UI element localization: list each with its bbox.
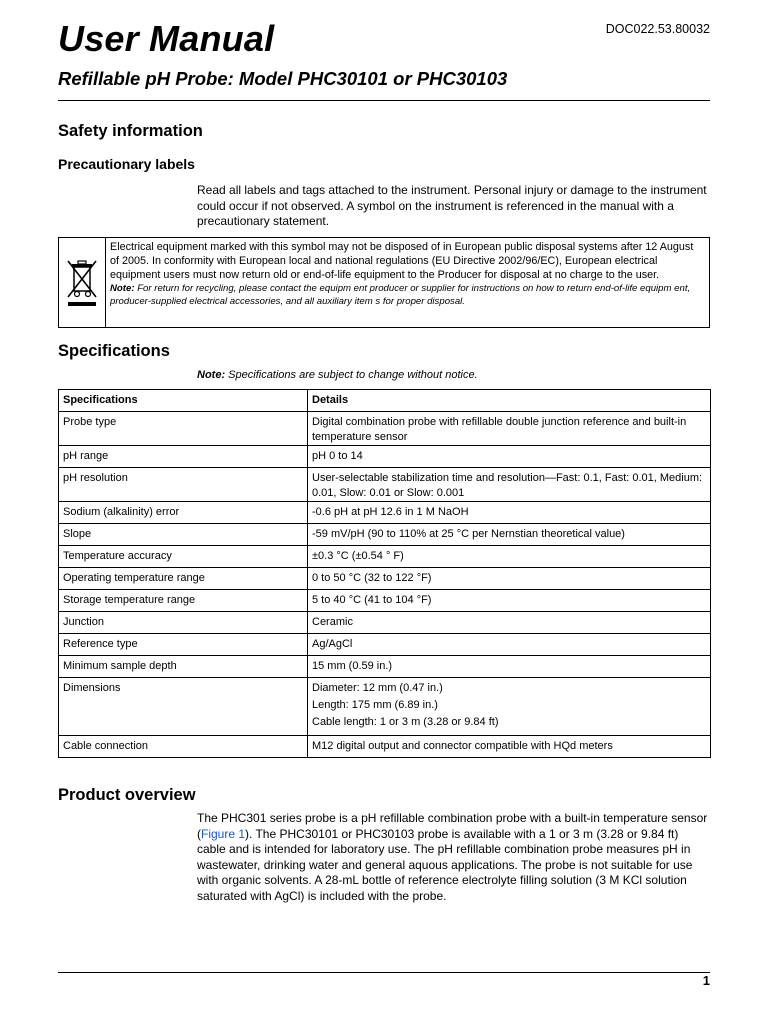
spec-details-cell: [308, 412, 711, 446]
weee-text-cell: [106, 238, 709, 327]
specifications-note-text: Specifications are subject to change without notice.: [228, 369, 478, 381]
spec-name-cell: Temperature accuracy: [59, 546, 308, 568]
table-row: [59, 468, 711, 502]
product-overview-heading: Product overview: [58, 786, 196, 804]
table-row: [59, 612, 711, 634]
specifications-note: [197, 369, 478, 381]
crossed-out-wheeled-bin-icon: [65, 257, 99, 309]
spec-detail-line: Diameter: 12 mm (0.47 in.): [312, 682, 443, 694]
spec-name-cell: Junction: [59, 612, 308, 634]
column-header-specifications: Specifications: [59, 390, 308, 412]
spec-name-cell: pH resolution: [59, 468, 308, 502]
specifications-table-body: [59, 412, 711, 758]
table-row: [59, 568, 711, 590]
spec-detail-line: -0.6 pH at pH 12.6 in 1 M NaOH: [312, 506, 469, 518]
table-row: [59, 736, 711, 758]
spec-name-cell: Dimensions: [59, 678, 308, 736]
spec-detail-line: Ag/AgCl: [312, 638, 353, 650]
spec-detail-line: Cable length: 1 or 3 m (3.28 or 9.84 ft): [312, 716, 499, 728]
safety-heading: Safety information: [58, 122, 203, 140]
table-row: [59, 446, 711, 468]
spec-details-cell: [308, 590, 711, 612]
column-header-details: Details: [308, 390, 711, 412]
header-rule: [58, 100, 710, 101]
spec-detail-line: Ceramic: [312, 616, 353, 628]
spec-detail-line: -59 mV/pH (90 to 110% at 25 °C per Nernstian theoretical value): [312, 528, 625, 540]
spec-name-cell: Storage temperature range: [59, 590, 308, 612]
table-row: [59, 590, 711, 612]
table-row: [59, 656, 711, 678]
spec-name-cell: Slope: [59, 524, 308, 546]
spec-detail-line: M12 digital output and connector compatible with HQd meters: [312, 740, 613, 752]
spec-detail-line: ±0.3 °C (±0.54 ° F): [312, 550, 404, 562]
weee-label-box: [58, 237, 710, 328]
spec-details-cell: [308, 656, 711, 678]
spec-details-cell: [308, 634, 711, 656]
spec-details-cell: [308, 446, 711, 468]
product-overview-text: [197, 811, 709, 905]
spec-name-cell: Operating temperature range: [59, 568, 308, 590]
table-row: [59, 524, 711, 546]
spec-name-cell: Probe type: [59, 412, 308, 446]
table-row: [59, 546, 711, 568]
table-row: [59, 634, 711, 656]
specifications-note-label: Note:: [197, 369, 226, 381]
spec-details-cell: [308, 502, 711, 524]
spec-detail-line: 15 mm (0.59 in.): [312, 660, 393, 672]
weee-note: [110, 283, 705, 308]
spec-detail-line: Length: 175 mm (6.89 in.): [312, 699, 438, 711]
footer-rule: [58, 972, 710, 973]
doc-number: DOC022.53.80032: [605, 22, 710, 36]
overview-text-part-2: ). The PHC30101 or PHC30103 probe is available with a 1 or 3 m (3.28 or 9.84 ft) cable and is intended for laboratory use. The pH refillable combination probe measures pH in wastewater, drinking water and general aquous applications. The probe is not suitable for use with organic solvents. A 28-mL bottle of reference electrolyte filling solution (3 M KCl solution saturated with AgCl) is included with the probe.: [197, 826, 693, 903]
table-row: [59, 502, 711, 524]
spec-detail-line: 0 to 50 °C (32 to 122 °F): [312, 572, 432, 584]
page-number: 1: [702, 973, 710, 988]
spec-name-cell: Minimum sample depth: [59, 656, 308, 678]
table-row: [59, 678, 711, 736]
weee-note-text: For return for recycling, please contact the equipm ent producer or supplier for instructions on how to return end-of-life equipm ent, producer-supplied electrical accessories, and all auxiliary item s for proper disposal.: [110, 283, 691, 307]
spec-detail-line: 5 to 40 °C (41 to 104 °F): [312, 594, 432, 606]
figure-1-link[interactable]: Figure 1: [201, 826, 246, 841]
table-header-row: [59, 390, 711, 412]
spec-details-cell: [308, 736, 711, 758]
spec-name-cell: Sodium (alkalinity) error: [59, 502, 308, 524]
spec-name-cell: pH range: [59, 446, 308, 468]
specifications-table: [58, 389, 711, 758]
spec-details-cell: [308, 468, 711, 502]
safety-intro: Read all labels and tags attached to the instrument. Personal injury or damage to the instrument could occur if not observed. A symbol on the instrument is referenced in the manual with a precautionary statement.: [197, 183, 707, 229]
weee-note-label: Note:: [110, 283, 135, 295]
spec-detail-line: Digital combination probe with refillable double junction reference and built-in temperature sensor: [312, 416, 687, 443]
page-title: User Manual: [58, 18, 275, 59]
spec-details-cell: [308, 546, 711, 568]
spec-detail-line: User-selectable stabilization time and resolution—Fast: 0.1, Fast: 0.01, Medium: 0.01, Slow: 0.01 or Slow: 0.001: [312, 472, 703, 499]
spec-name-cell: Reference type: [59, 634, 308, 656]
weee-icon-cell: [59, 238, 106, 327]
spec-details-cell: [308, 568, 711, 590]
spec-name-cell: Cable connection: [59, 736, 308, 758]
page-subtitle: Refillable pH Probe: Model PHC30101 or PHC30103: [58, 68, 508, 89]
precautionary-heading: Precautionary labels: [58, 156, 195, 172]
weee-statement: Electrical equipment marked with this symbol may not be disposed of in European public disposal systems after 12 August of 2005. In conformity with European local and national regulations (EU Directive 2002/96/EC), European electrical equipment users must now return old or end-of-life equipment to the Producer for disposal at no charge to the user.: [110, 241, 694, 281]
spec-details-cell: [308, 678, 711, 736]
spec-details-cell: [308, 612, 711, 634]
table-row: [59, 412, 711, 446]
spec-details-cell: [308, 524, 711, 546]
spec-detail-line: pH 0 to 14: [312, 450, 363, 462]
specifications-heading: Specifications: [58, 342, 170, 360]
overview-text-part-1: The PHC301 series probe is a pH refillable combination probe with a built-in temperature sensor (: [197, 811, 708, 841]
